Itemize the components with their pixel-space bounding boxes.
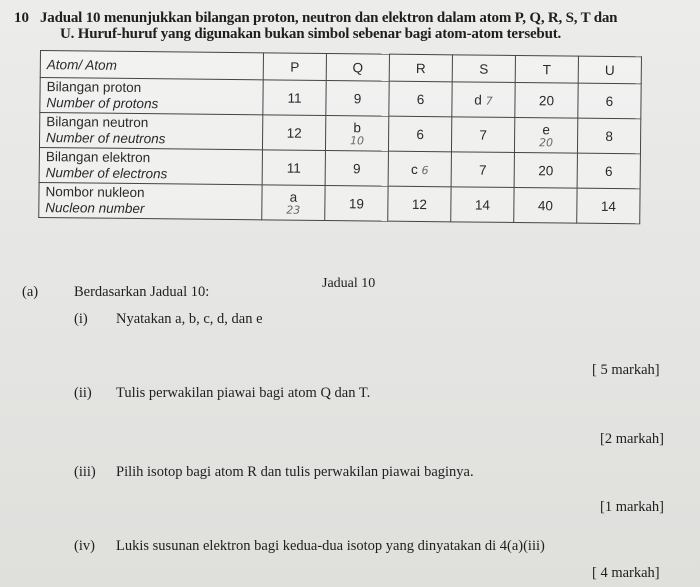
atom-header-q: Q bbox=[326, 54, 389, 82]
table-cell bbox=[452, 82, 515, 118]
row-label bbox=[39, 113, 262, 150]
handwritten-note: 6 bbox=[421, 163, 429, 177]
item-number: (iv) bbox=[74, 538, 95, 554]
row-label bbox=[40, 78, 263, 115]
handwritten-note: 20 bbox=[538, 135, 554, 149]
table-cell bbox=[263, 80, 326, 116]
question-intro-line1: Jadual 10 menunjukkan bilangan proton, neutron dan elektron dalam atom P, Q, R, S, T dan bbox=[40, 10, 618, 26]
part-a-text: Berdasarkan Jadual 10: bbox=[74, 284, 210, 300]
table-cell bbox=[577, 153, 640, 189]
item-text: Nyatakan a, b, c, d, dan e bbox=[116, 311, 263, 327]
item-number: (i) bbox=[74, 311, 88, 327]
table-row bbox=[39, 182, 640, 223]
table-cell bbox=[514, 117, 577, 153]
part-a-label: (a) bbox=[22, 284, 39, 300]
row-label-en: Nucleon number bbox=[45, 200, 145, 217]
atom-header-s: S bbox=[452, 55, 515, 83]
cell-value: b bbox=[353, 119, 362, 135]
cell-value: 7 bbox=[478, 162, 487, 178]
table-cell bbox=[262, 115, 325, 151]
cell-value: 14 bbox=[474, 197, 490, 213]
cell-value: 6 bbox=[416, 126, 424, 142]
row-label-en: Number of electrons bbox=[45, 165, 168, 182]
atom-header-p: P bbox=[263, 53, 326, 81]
cell-value: 6 bbox=[416, 91, 425, 107]
cell-value: 12 bbox=[411, 196, 428, 212]
row-label-ms: Nombor nukleon bbox=[45, 184, 145, 201]
table-cell bbox=[388, 186, 451, 222]
cell-value: a bbox=[289, 189, 298, 205]
item-number: (iii) bbox=[74, 464, 96, 480]
table-cell bbox=[326, 80, 389, 116]
cell-value: 6 bbox=[605, 93, 614, 109]
cell-value: 6 bbox=[604, 163, 613, 179]
item-marks: [ 4 markah] bbox=[592, 565, 660, 581]
table-header-label: Atom/ Atom bbox=[40, 51, 263, 80]
table-cell bbox=[514, 187, 577, 223]
atom-data-table bbox=[38, 50, 642, 224]
row-label bbox=[39, 182, 262, 219]
cell-value: 8 bbox=[605, 128, 613, 144]
handwritten-note: 7 bbox=[485, 94, 493, 108]
table-cell bbox=[389, 81, 452, 117]
item-text: Lukis susunan elektron bagi kedua-dua isotop yang dinyatakan di 4(a)(iii) bbox=[116, 538, 545, 554]
item-marks: [2 markah] bbox=[600, 431, 665, 447]
table-cell bbox=[451, 152, 514, 188]
row-label bbox=[39, 147, 262, 184]
cell-value: 11 bbox=[286, 160, 301, 176]
item-text: Pilih isotop bagi atom R dan tulis perwakilan piawai baginya. bbox=[116, 464, 474, 480]
row-label-en: Number of neutrons bbox=[46, 130, 166, 147]
table-cell bbox=[262, 185, 325, 221]
cell-value: 7 bbox=[479, 127, 487, 143]
table-caption: Jadual 10 bbox=[322, 276, 376, 291]
cell-value: d bbox=[474, 92, 482, 108]
handwritten-note: 23 bbox=[286, 203, 301, 217]
table-cell bbox=[325, 185, 388, 221]
table-cell bbox=[515, 82, 578, 118]
handwritten-note: 10 bbox=[350, 133, 365, 147]
item-number: (ii) bbox=[74, 385, 92, 401]
table-cell bbox=[388, 116, 451, 152]
cell-value: 19 bbox=[348, 195, 365, 211]
table-cell bbox=[577, 118, 640, 154]
table-cell bbox=[451, 187, 514, 223]
question-intro-line2: U. Huruf-huruf yang digunakan bukan simbol sebenar bagi atom-atom tersebut. bbox=[60, 26, 562, 42]
cell-value: 20 bbox=[538, 92, 555, 108]
table-cell bbox=[325, 115, 388, 151]
item-text: Tulis perwakilan piawai bagi atom Q dan T. bbox=[116, 385, 371, 401]
table-cell bbox=[514, 152, 577, 188]
cell-value: 20 bbox=[538, 162, 554, 178]
question-number: 10 bbox=[14, 10, 29, 26]
atom-header-r: R bbox=[389, 54, 452, 82]
table-cell bbox=[388, 151, 451, 187]
row-label-en: Number of protons bbox=[46, 95, 159, 112]
cell-value: 11 bbox=[287, 90, 302, 106]
cell-value: 9 bbox=[353, 90, 362, 106]
atom-header-u: U bbox=[578, 56, 641, 84]
table-cell bbox=[451, 117, 514, 153]
cell-value: e bbox=[542, 121, 551, 137]
table-cell bbox=[577, 188, 640, 224]
table-cell bbox=[578, 83, 641, 119]
atom-header-t: T bbox=[515, 55, 578, 83]
cell-value: c bbox=[410, 161, 418, 177]
cell-value: 12 bbox=[286, 125, 302, 141]
table-cell bbox=[325, 150, 388, 186]
cell-value: 14 bbox=[600, 198, 616, 214]
row-label-ms: Bilangan proton bbox=[46, 79, 142, 96]
row-label-ms: Bilangan elektron bbox=[45, 149, 151, 166]
row-label-ms: Bilangan neutron bbox=[46, 114, 149, 131]
cell-value: 9 bbox=[352, 160, 361, 176]
item-marks: [1 markah] bbox=[600, 499, 665, 515]
cell-value: 40 bbox=[537, 197, 553, 213]
item-marks: [ 5 markah] bbox=[592, 362, 660, 378]
table-cell bbox=[262, 150, 325, 186]
